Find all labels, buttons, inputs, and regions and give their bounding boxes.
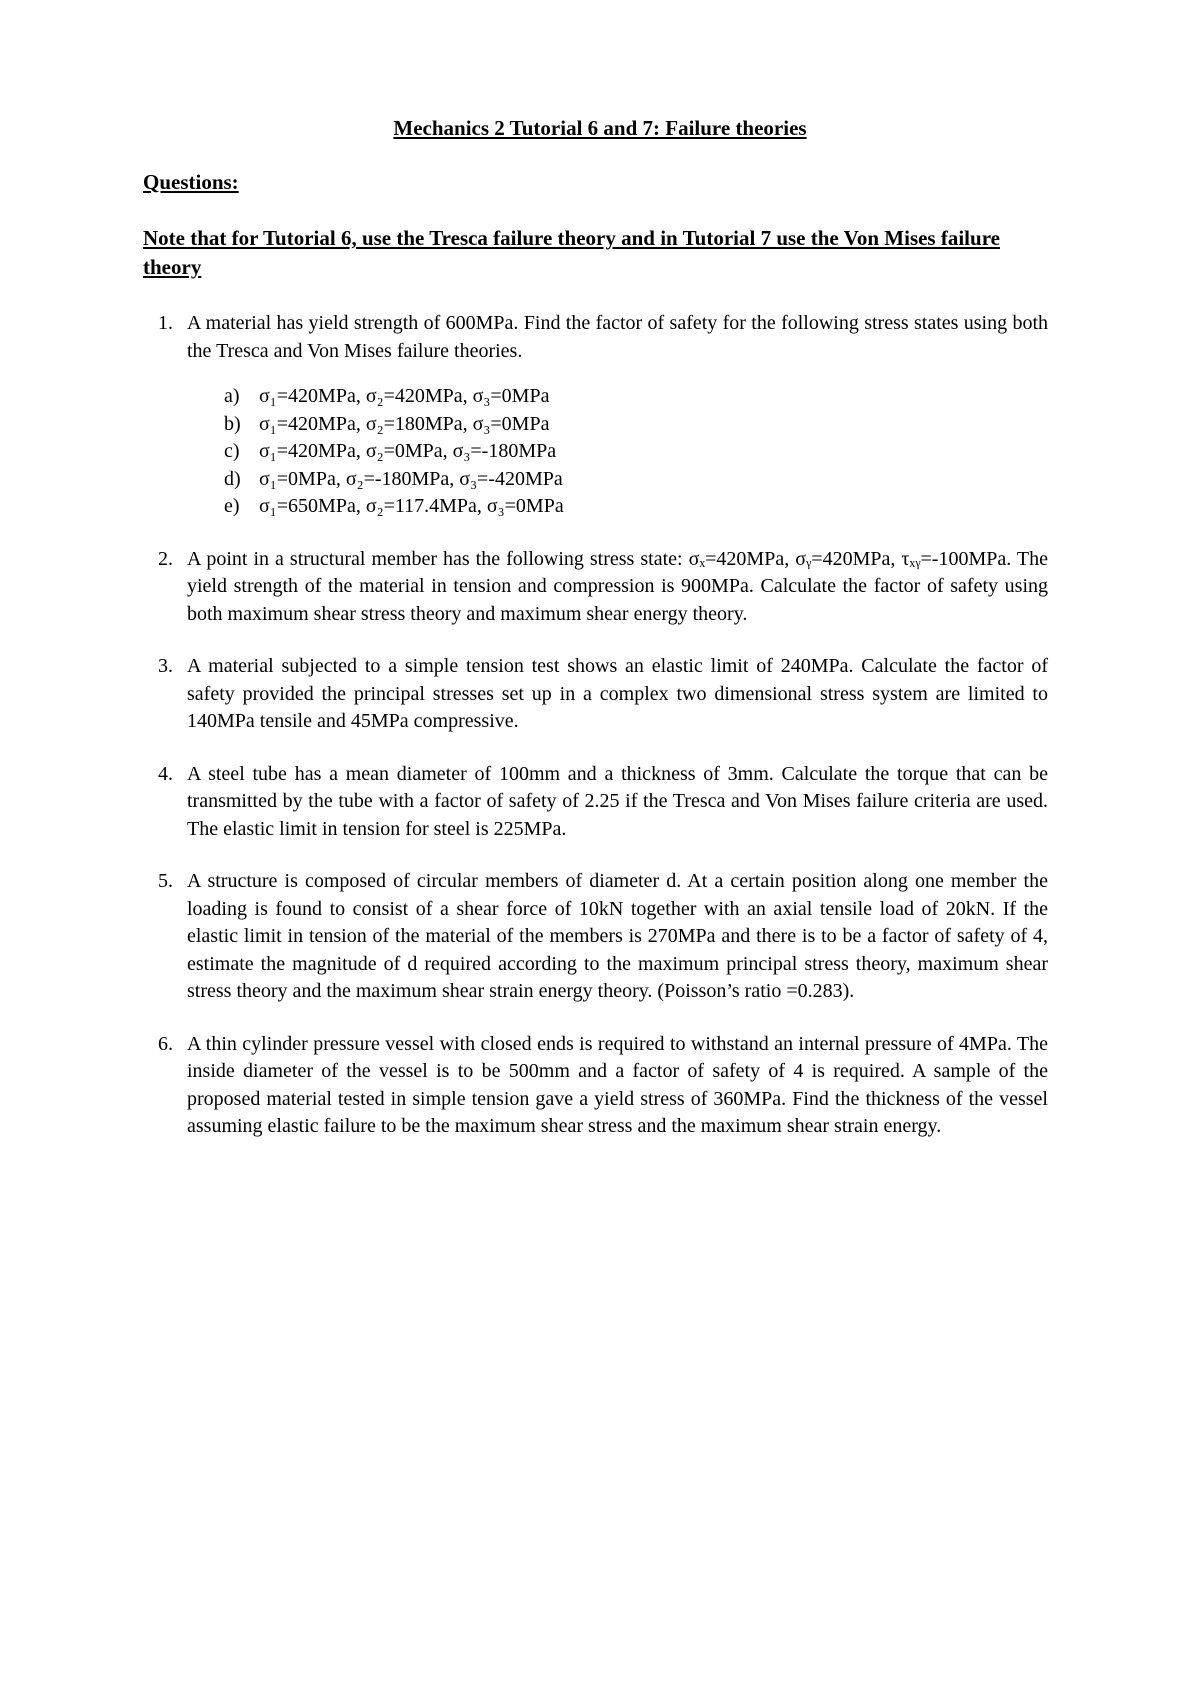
question-number: 6. [158, 1032, 173, 1055]
page-title: Mechanics 2 Tutorial 6 and 7: Failure theories [393, 116, 807, 140]
question-number: 1. [158, 312, 173, 334]
question-number: 4. [158, 762, 173, 785]
subpart-label: c) [224, 440, 240, 462]
subpart-label: e) [224, 495, 240, 517]
subpart-e [187, 493, 1048, 521]
subpart-d [187, 466, 1048, 494]
question-6 [143, 1031, 1048, 1141]
question-number: 5. [158, 870, 173, 892]
question-2 [143, 546, 1048, 629]
subpart-list [187, 383, 1048, 521]
stress-state: σ₁=420MPa, σ₂=0MPa, σ₃=-180MPa [259, 440, 557, 462]
question-3 [143, 653, 1048, 736]
question-1 [143, 310, 1048, 521]
subpart-label: b) [224, 412, 241, 435]
question-text: A point in a structural member has the following stress state: σₓ=420MPa, σᵧ=420MPa, τₓᵧ=-100MPa. The yield strength of the material in tension and compression is 900MPa. Calculate the factor of safety using both maximum shear stress theory and maximum shear energy theory. [187, 547, 1048, 625]
stress-state: σ₁=420MPa, σ₂=180MPa, σ₃=0MPa [259, 412, 550, 435]
question-text: A thin cylinder pressure vessel with closed ends is required to withstand an internal pressure of 4MPa. The inside diameter of the vessel is to be 500mm and a factor of safety of 4 is required. A sample of the proposed material tested in simple tension gave a yield stress of 360MPa. Find the thickness of the vessel assuming elastic failure to be the maximum shear stress and the maximum shear strain energy. [187, 1032, 1048, 1137]
question-5 [143, 868, 1048, 1006]
question-4 [143, 761, 1048, 844]
subpart-a [187, 383, 1048, 411]
question-number: 2. [158, 547, 173, 570]
question-text: A structure is composed of circular members of diameter d. At a certain position along one member the loading is found to consist of a shear force of 10kN together with an axial tensile load of 20kN. If the elastic limit in tension of the material of the members is 270MPa and there is to be a factor of safety of 4, estimate the magnitude of d required according to the maximum principal stress theory, maximum shear stress theory and the maximum shear strain energy theory. (Poisson’s ratio =0.283). [187, 870, 1048, 1002]
stress-state: σ₁=420MPa, σ₂=420MPa, σ₃=0MPa [259, 385, 550, 407]
question-text: A steel tube has a mean diameter of 100mm and a thickness of 3mm. Calculate the torque that can be transmitted by the tube with a factor of safety of 2.25 if the Tresca and Von Mises failure criteria are used. The elastic limit in tension for steel is 225MPa. [187, 762, 1048, 840]
stress-state: σ₁=0MPa, σ₂=-180MPa, σ₃=-420MPa [259, 467, 563, 490]
question-text: A material has yield strength of 600MPa. Find the factor of safety for the following stress states using both the Tresca and Von Mises failure theories. [187, 312, 1048, 362]
stress-state: σ₁=650MPa, σ₂=117.4MPa, σ₃=0MPa [259, 495, 564, 517]
tutorial-note: Note that for Tutorial 6, use the Tresca failure theory and in Tutorial 7 use the Von Mises failure theory [143, 226, 1000, 279]
subpart-b [187, 411, 1048, 439]
subpart-label: a) [224, 385, 240, 407]
questions-heading: Questions: [143, 170, 239, 194]
question-text: A material subjected to a simple tension test shows an elastic limit of 240MPa. Calculate the factor of safety provided the principal stresses set up in a complex two dimensional stress system are limited to 140MPa tensile and 45MPa compressive. [187, 655, 1048, 732]
question-list [143, 310, 1048, 1166]
subpart-label: d) [224, 467, 241, 490]
question-number: 3. [158, 655, 173, 677]
subpart-c [187, 438, 1048, 466]
